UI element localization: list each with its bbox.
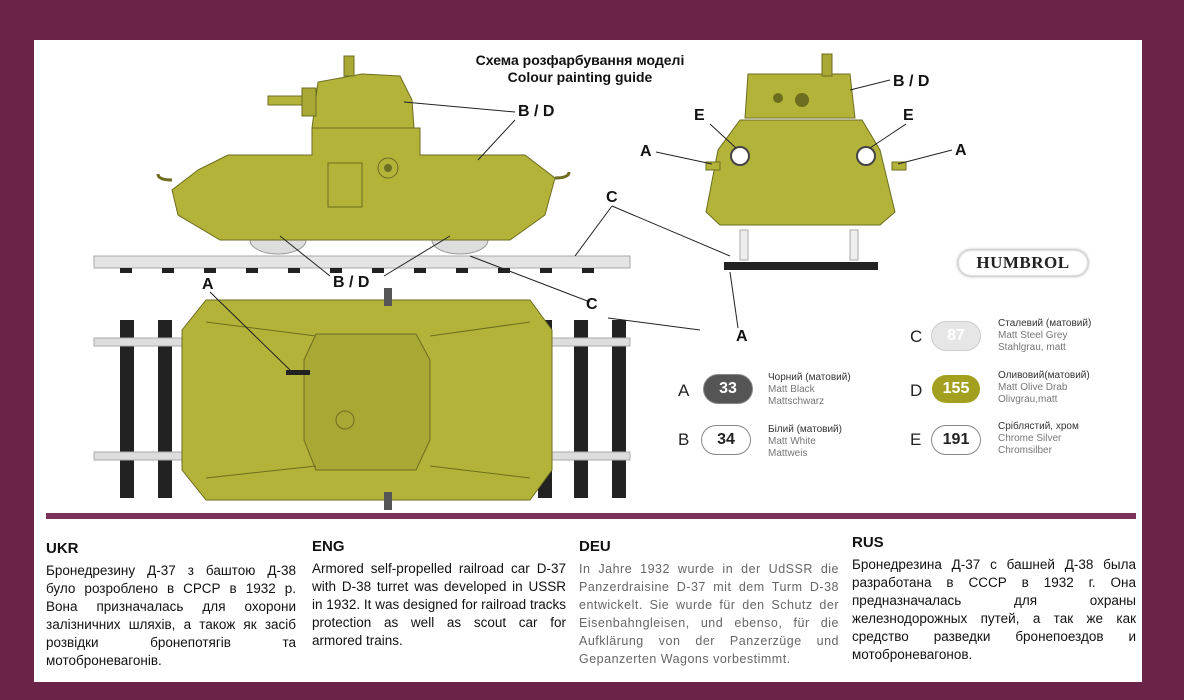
- callout-a-right: A: [955, 142, 967, 159]
- paint-chip: 87: [932, 322, 980, 350]
- body-eng: Armored self-propelled railroad car D-37 with D-38 turret was developed in USSR in 1932. It was designed for railroad tracks protection as well as scout car for armored trains.: [312, 561, 566, 648]
- color-name-ua: Оливовий(матовий): [998, 370, 1090, 381]
- color-name-en: Matt Olive Drab: [998, 382, 1068, 393]
- color-name-ua: Сталевий (матовий): [998, 318, 1092, 329]
- description-rus: [852, 534, 1136, 664]
- color-name-ua: Чорний (матовий): [768, 372, 851, 383]
- color-name-en: Matt Black: [768, 384, 815, 395]
- guide-title-ua: Схема розфарбування моделі: [475, 52, 685, 68]
- body-deu: In Jahre 1932 wurde in der UdSSR die Panzerdraisine D-37 mit dem Turm D-38 entwickelt. Sie wurde für den Schutz der Eisenbahngleisen, und ebenso, für die Aufklärung von der Panzerzüge und Gepanzerten Wagons vorbestimmt.: [579, 562, 839, 666]
- callout-bd-front: B / D: [893, 73, 930, 90]
- callout-bd-wheels: B / D: [333, 274, 370, 291]
- callout-a-left: A: [640, 143, 652, 160]
- top-view-drawing: [94, 288, 630, 510]
- body-rus: Бронедрезина Д-37 с башней Д-38 была разработана в СССР в 1932 г. Она предназначалась для охраны железнодорожных путей, а так же как средство разведки бронепоездов и мотоброневагонов.: [852, 557, 1136, 662]
- paint-chip: 34: [702, 426, 750, 454]
- guide-title-en: Colour painting guide: [507, 69, 653, 85]
- color-name-ua: Білий (матовий): [768, 424, 842, 435]
- heading-deu: DEU: [579, 538, 611, 555]
- heading-eng: ENG: [312, 538, 345, 555]
- description-deu: [579, 538, 839, 668]
- paint-chip: 155: [932, 375, 980, 403]
- callout-e-right: E: [903, 107, 914, 124]
- color-name-de: Chromsilber: [998, 445, 1052, 456]
- color-name-de: Stahlgrau, matt: [998, 342, 1066, 353]
- color-name-de: Mattweis: [768, 448, 808, 459]
- side-view-drawing: [94, 56, 630, 273]
- callout-c-rail: C: [606, 189, 618, 206]
- front-view-drawing: [706, 54, 906, 270]
- callout-a-skid: A: [736, 328, 748, 345]
- swatch-letter: C: [910, 327, 923, 346]
- humbrol-logo: HUMBROL: [958, 250, 1088, 276]
- callout-e-left: E: [694, 107, 705, 124]
- swatch-letter: B: [678, 430, 690, 449]
- callout-bd-turret: B / D: [518, 103, 555, 120]
- color-name-de: Olivgrau,matt: [998, 394, 1058, 405]
- paint-chip: 191: [932, 426, 980, 454]
- callout-c-top: C: [586, 296, 598, 313]
- color-name-ua: Сріблястий, хром: [998, 421, 1079, 432]
- color-name-en: Matt Steel Grey: [998, 330, 1068, 341]
- color-name-de: Mattschwarz: [768, 396, 825, 407]
- swatch-letter: D: [910, 381, 923, 400]
- section-divider: [46, 513, 1136, 519]
- description-eng: [312, 538, 566, 650]
- swatch-letter: A: [678, 381, 690, 400]
- paint-chip: 33: [704, 375, 752, 403]
- swatch-letter: E: [910, 430, 922, 449]
- color-name-en: Matt White: [768, 436, 816, 447]
- body-ukr: Бронедрезину Д-37 з баштою Д-38 було розроблено в СРСР в 1932 р. Вона призначалась для охорони залізничних шляхів, а також як засіб розвідки бронепотягів та мотоброневагонів.: [46, 563, 296, 668]
- description-ukr: [46, 540, 296, 670]
- heading-ukr: UKR: [46, 540, 79, 557]
- heading-rus: RUS: [852, 534, 884, 551]
- color-name-en: Chrome Silver: [998, 433, 1062, 444]
- callout-a-top: A: [202, 276, 214, 293]
